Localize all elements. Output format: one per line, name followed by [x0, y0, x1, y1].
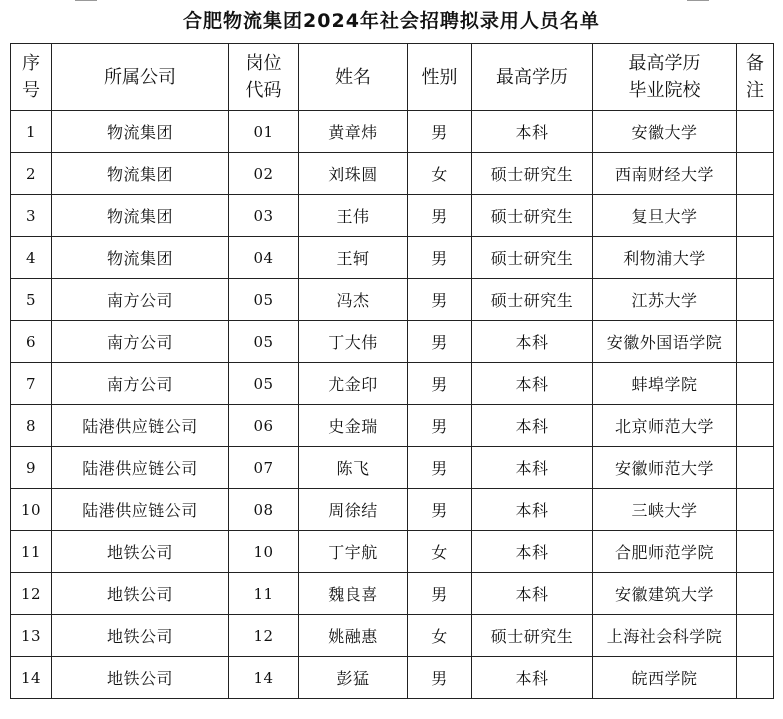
company-cell: 地铁公司	[52, 657, 229, 699]
gender-cell: 女	[408, 531, 472, 573]
company-cell: 陆港供应链公司	[52, 489, 229, 531]
remark-cell	[737, 111, 774, 153]
seq-cell: 6	[11, 321, 52, 363]
company-cell: 地铁公司	[52, 573, 229, 615]
table-row	[11, 489, 774, 531]
degree-cell: 本科	[472, 111, 593, 153]
top-rule-left	[75, 0, 97, 1]
gender-cell: 男	[408, 237, 472, 279]
degree-cell: 硕士研究生	[472, 279, 593, 321]
school-cell: 江苏大学	[593, 279, 737, 321]
gender-cell: 男	[408, 573, 472, 615]
degree-cell: 本科	[472, 321, 593, 363]
name-cell: 魏良喜	[299, 573, 408, 615]
page-title: 合肥物流集团2024年社会招聘拟录用人员名单	[183, 10, 600, 32]
seq-cell: 7	[11, 363, 52, 405]
table-row	[11, 447, 774, 489]
seq-cell: 13	[11, 615, 52, 657]
code-cell: 07	[229, 447, 299, 489]
remark-cell	[737, 405, 774, 447]
code-cell: 08	[229, 489, 299, 531]
table-row	[11, 531, 774, 573]
header-gender: 性别	[408, 44, 472, 111]
name-cell: 冯杰	[299, 279, 408, 321]
code-cell: 11	[229, 573, 299, 615]
company-cell: 南方公司	[52, 279, 229, 321]
degree-cell: 本科	[472, 531, 593, 573]
seq-cell: 11	[11, 531, 52, 573]
seq-cell: 5	[11, 279, 52, 321]
code-cell: 10	[229, 531, 299, 573]
table-row	[11, 153, 774, 195]
company-cell: 物流集团	[52, 111, 229, 153]
code-cell: 04	[229, 237, 299, 279]
school-cell: 上海社会科学院	[593, 615, 737, 657]
school-cell: 皖西学院	[593, 657, 737, 699]
header-row	[11, 44, 774, 111]
table-row	[11, 321, 774, 363]
code-cell: 05	[229, 363, 299, 405]
name-cell: 尤金印	[299, 363, 408, 405]
gender-cell: 男	[408, 195, 472, 237]
header-code	[229, 44, 299, 111]
remark-cell	[737, 279, 774, 321]
header-remark-line2: 注	[746, 80, 764, 101]
gender-cell: 男	[408, 657, 472, 699]
remark-cell	[737, 615, 774, 657]
gender-cell: 男	[408, 489, 472, 531]
gender-cell: 女	[408, 615, 472, 657]
code-cell: 01	[229, 111, 299, 153]
name-cell: 陈飞	[299, 447, 408, 489]
header-company: 所属公司	[52, 44, 229, 111]
gender-cell: 男	[408, 321, 472, 363]
name-cell: 黄章炜	[299, 111, 408, 153]
gender-cell: 男	[408, 447, 472, 489]
table-row	[11, 657, 774, 699]
remark-cell	[737, 573, 774, 615]
gender-cell: 男	[408, 363, 472, 405]
company-cell: 物流集团	[52, 195, 229, 237]
top-rule-right	[687, 0, 709, 1]
degree-cell: 硕士研究生	[472, 153, 593, 195]
company-cell: 陆港供应链公司	[52, 405, 229, 447]
seq-cell: 1	[11, 111, 52, 153]
school-cell: 安徽建筑大学	[593, 573, 737, 615]
code-cell: 12	[229, 615, 299, 657]
seq-cell: 3	[11, 195, 52, 237]
company-cell: 地铁公司	[52, 531, 229, 573]
degree-cell: 本科	[472, 573, 593, 615]
code-cell: 14	[229, 657, 299, 699]
name-cell: 王伟	[299, 195, 408, 237]
remark-cell	[737, 531, 774, 573]
school-cell: 安徽大学	[593, 111, 737, 153]
school-cell: 复旦大学	[593, 195, 737, 237]
company-cell: 陆港供应链公司	[52, 447, 229, 489]
seq-cell: 2	[11, 153, 52, 195]
degree-cell: 本科	[472, 363, 593, 405]
seq-cell: 4	[11, 237, 52, 279]
remark-cell	[737, 447, 774, 489]
name-cell: 彭猛	[299, 657, 408, 699]
name-cell: 王轲	[299, 237, 408, 279]
company-cell: 物流集团	[52, 153, 229, 195]
company-cell: 地铁公司	[52, 615, 229, 657]
table-row	[11, 363, 774, 405]
gender-cell: 男	[408, 111, 472, 153]
gender-cell: 男	[408, 279, 472, 321]
table-row	[11, 573, 774, 615]
header-school-line2: 毕业院校	[628, 80, 701, 101]
header-name: 姓名	[299, 44, 408, 111]
seq-cell: 8	[11, 405, 52, 447]
header-seq-line2: 号	[22, 80, 40, 101]
table-row	[11, 279, 774, 321]
school-cell: 三峡大学	[593, 489, 737, 531]
code-cell: 03	[229, 195, 299, 237]
name-cell: 刘珠圆	[299, 153, 408, 195]
header-remark-line1: 备	[746, 53, 764, 74]
code-cell: 05	[229, 279, 299, 321]
table-row	[11, 111, 774, 153]
name-cell: 丁宇航	[299, 531, 408, 573]
header-code-line2: 代码	[245, 80, 282, 101]
header-seq-line1: 序	[22, 53, 40, 74]
remark-cell	[737, 195, 774, 237]
gender-cell: 女	[408, 153, 472, 195]
school-cell: 合肥师范学院	[593, 531, 737, 573]
school-cell: 蚌埠学院	[593, 363, 737, 405]
school-cell: 利物浦大学	[593, 237, 737, 279]
school-cell: 安徽外国语学院	[593, 321, 737, 363]
name-cell: 周徐结	[299, 489, 408, 531]
seq-cell: 14	[11, 657, 52, 699]
code-cell: 06	[229, 405, 299, 447]
header-seq	[11, 44, 52, 111]
gender-cell: 男	[408, 405, 472, 447]
table-row	[11, 195, 774, 237]
remark-cell	[737, 657, 774, 699]
company-cell: 南方公司	[52, 321, 229, 363]
header-degree: 最高学历	[472, 44, 593, 111]
degree-cell: 本科	[472, 489, 593, 531]
degree-cell: 本科	[472, 657, 593, 699]
school-cell: 安徽师范大学	[593, 447, 737, 489]
remark-cell	[737, 363, 774, 405]
degree-cell: 硕士研究生	[472, 237, 593, 279]
header-school-line1: 最高学历	[628, 53, 701, 74]
table-row	[11, 615, 774, 657]
seq-cell: 10	[11, 489, 52, 531]
company-cell: 南方公司	[52, 363, 229, 405]
remark-cell	[737, 237, 774, 279]
degree-cell: 本科	[472, 447, 593, 489]
school-cell: 北京师范大学	[593, 405, 737, 447]
remark-cell	[737, 489, 774, 531]
remark-cell	[737, 153, 774, 195]
name-cell: 丁大伟	[299, 321, 408, 363]
table-row	[11, 237, 774, 279]
seq-cell: 12	[11, 573, 52, 615]
header-remark	[737, 44, 774, 111]
name-cell: 史金瑞	[299, 405, 408, 447]
degree-cell: 硕士研究生	[472, 195, 593, 237]
header-school	[593, 44, 737, 111]
degree-cell: 硕士研究生	[472, 615, 593, 657]
table-row	[11, 405, 774, 447]
name-cell: 姚融惠	[299, 615, 408, 657]
recruitment-table	[10, 43, 774, 699]
code-cell: 05	[229, 321, 299, 363]
degree-cell: 本科	[472, 405, 593, 447]
code-cell: 02	[229, 153, 299, 195]
seq-cell: 9	[11, 447, 52, 489]
remark-cell	[737, 321, 774, 363]
company-cell: 物流集团	[52, 237, 229, 279]
header-code-line1: 岗位	[245, 53, 282, 74]
school-cell: 西南财经大学	[593, 153, 737, 195]
